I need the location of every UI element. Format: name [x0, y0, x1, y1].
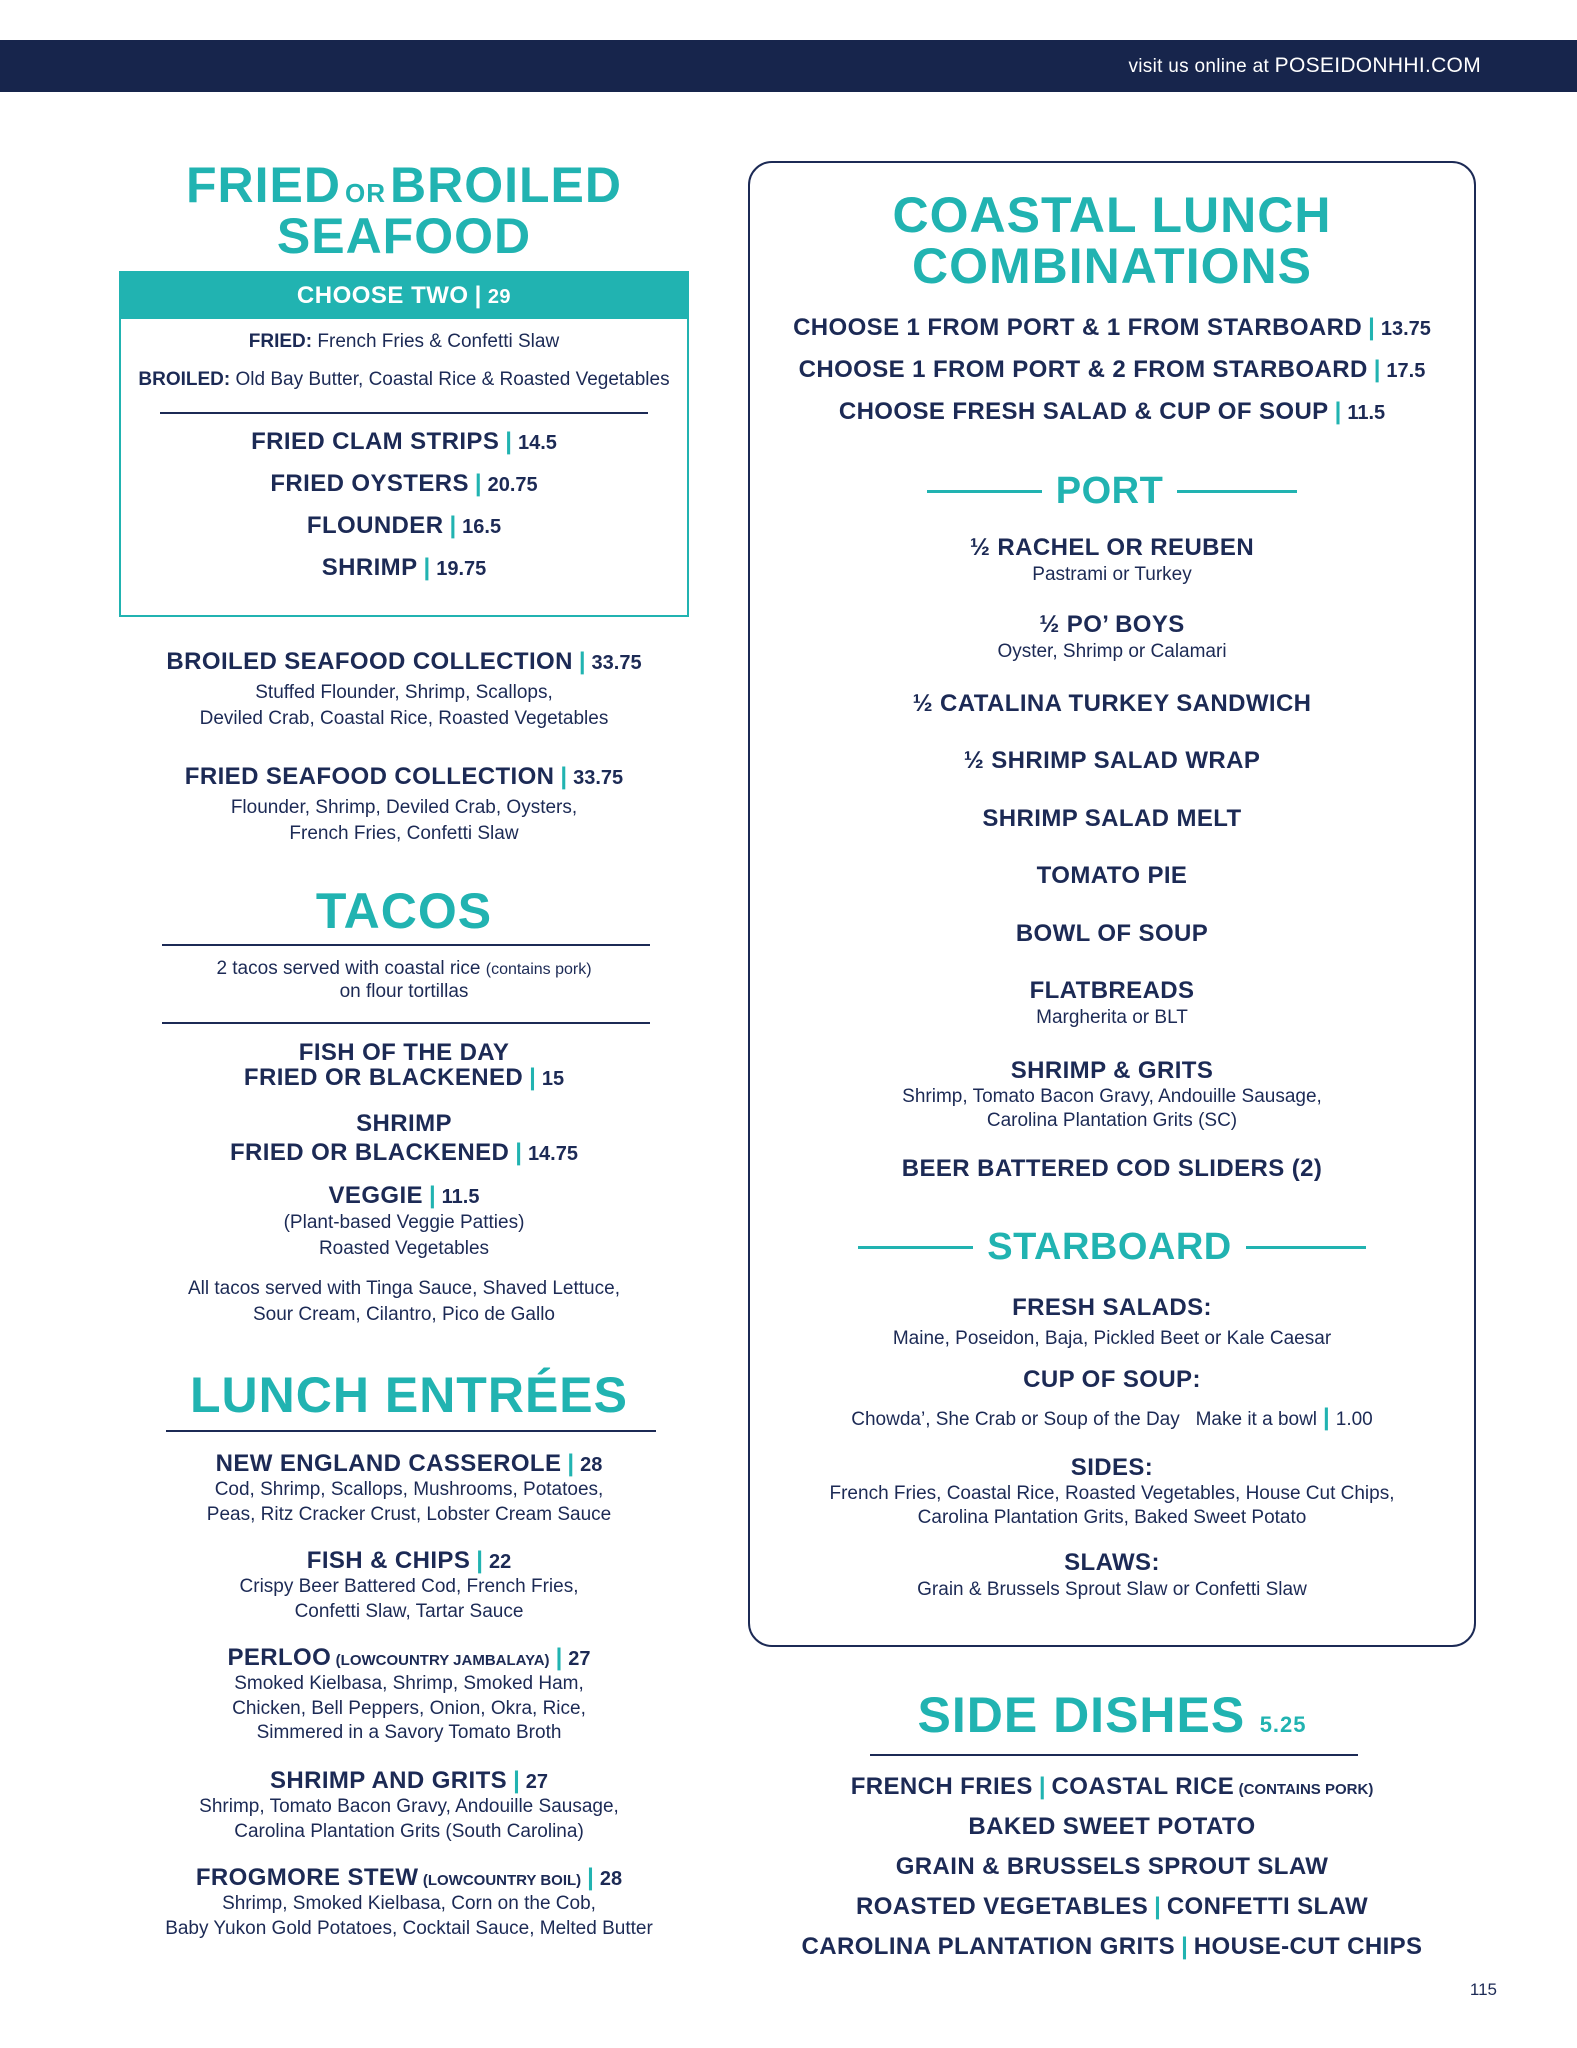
broiled-collection: BROILED SEAFOOD COLLECTION | 33.75 Stuffed Flounder, Shrimp, Scallops, Deviled Crab, Coastal Rice, Roasted Vegetables: [166, 648, 642, 729]
side-row: FRENCH FRIES | COASTAL RICE (CONTAINS PORK): [850, 1773, 1374, 1800]
port-item: TOMATO PIE: [1036, 862, 1188, 889]
title-fried: FRIED: [186, 157, 341, 213]
page-number: 115: [1469, 1980, 1497, 1999]
title-broiled: BROILED: [390, 157, 622, 213]
entree-item: PERLOO (LOWCOUNTRY JAMBALAYA) | 27 Smoked Kielbasa, Shrimp, Smoked Ham, Chicken, Bell Peppers, Onion, Okra, Rice, Simmered in a Savory Tomato Broth: [227, 1644, 591, 1744]
entree-item: FISH & CHIPS | 22 Crispy Beer Battered Cod, French Fries, Confetti Slaw, Tartar Sauce: [239, 1547, 579, 1622]
taco-shrimp: SHRIMP FRIED OR BLACKENED | 14.75: [230, 1110, 578, 1166]
combo-option: CHOOSE FRESH SALAD & CUP OF SOUP | 11.5: [838, 398, 1386, 425]
fried-label: FRIED:: [248, 331, 313, 352]
menu-item: FRIED OYSTERS | 20.75: [270, 470, 538, 498]
tacos-footer: All tacos served with Tinga Sauce, Shaved Lettuce, Sour Cream, Cilantro, Pico de Gallo: [188, 1278, 620, 1325]
port-item: BOWL OF SOUP: [1015, 920, 1209, 947]
coastal-title: COASTAL LUNCH COMBINATIONS: [892, 187, 1332, 294]
fried-broiled-title: [119, 157, 689, 264]
combo-options: [748, 314, 1476, 440]
side-dishes-list: [748, 1768, 1476, 1968]
port-item: ½ RACHEL OR REUBEN Pastrami or Turkey: [969, 534, 1255, 585]
starboard-soup: CUP OF SOUP: Chowda’, She Crab or Soup of the Day Make it a bowl | 1.00: [851, 1366, 1373, 1431]
combo-option: CHOOSE 1 FROM PORT & 2 FROM STARBOARD | 17.5: [798, 356, 1426, 383]
port-item: SHRIMP & GRITS Shrimp, Tomato Bacon Gravy, Andouille Sausage, Carolina Plantation Grits (SC): [902, 1057, 1322, 1131]
side-dishes-rule: [870, 1754, 1358, 1756]
tacos-rule-bottom: [162, 1022, 650, 1024]
tacos-title: TACOS: [315, 883, 493, 939]
port-item: FLATBREADS Margherita or BLT: [1029, 977, 1195, 1028]
menu-item: SHRIMP | 19.75: [321, 554, 487, 582]
starboard-heading: STARBOARD: [748, 1226, 1476, 1269]
port-item: ½ SHRIMP SALAD WRAP: [963, 747, 1261, 774]
combo-option: CHOOSE 1 FROM PORT & 1 FROM STARBOARD | 13.75: [793, 314, 1431, 341]
port-item: SHRIMP SALAD MELT: [982, 805, 1242, 832]
tacos-rule-top: [162, 944, 650, 946]
broiled-label: BROILED:: [138, 368, 231, 390]
port-item: ½ PO’ BOYS Oyster, Shrimp or Calamari: [997, 611, 1227, 662]
side-row: ROASTED VEGETABLES | CONFETTI SLAW: [855, 1893, 1369, 1920]
entree-item: SHRIMP AND GRITS | 27 Shrimp, Tomato Bacon Gravy, Andouille Sausage, Carolina Plantation Grits (South Carolina): [199, 1767, 619, 1842]
menu-item: FLOUNDER | 16.5: [306, 512, 502, 540]
divider-line: [160, 412, 648, 414]
entrees-rule: [166, 1430, 656, 1432]
port-item: ½ CATALINA TURKEY SANDWICH: [912, 690, 1312, 717]
entrees-title: LUNCH ENTRÉES: [189, 1367, 629, 1423]
taco-veggie: VEGGIE | 11.5 (Plant-based Veggie Patties) Roasted Vegetables: [283, 1182, 525, 1259]
fried-collection: FRIED SEAFOOD COLLECTION | 33.75 Flounder, Shrimp, Deviled Crab, Oysters, French Fries, Confetti Slaw: [184, 763, 624, 844]
taco-fish: FISH OF THE DAY FRIED OR BLACKENED | 15: [243, 1039, 565, 1092]
menu-item: FRIED CLAM STRIPS | 14.5: [251, 428, 557, 456]
side-dishes-title: SIDE DISHES 5.25: [917, 1687, 1307, 1743]
title-or: OR: [345, 178, 386, 208]
entree-item: NEW ENGLAND CASSEROLE | 28 Cod, Shrimp, Scallops, Mushrooms, Potatoes, Peas, Ritz Cracker Crust, Lobster Cream Sauce: [206, 1450, 612, 1525]
entree-item: FROGMORE STEW (LOWCOUNTRY BOIL) | 28 Shrimp, Smoked Kielbasa, Corn on the Cob, Baby Yukon Gold Potatoes, Cocktail Sauce, Melted Butter: [165, 1864, 653, 1939]
port-item: BEER BATTERED COD SLIDERS (2): [901, 1155, 1323, 1182]
starboard-salads: FRESH SALADS: Maine, Poseidon, Baja, Pickled Beet or Kale Caesar: [892, 1294, 1332, 1349]
choose-two-label: CHOOSE TWO: [296, 282, 469, 309]
choose-two-box: [119, 271, 689, 617]
broiled-option: [121, 367, 687, 393]
visit-prefix: visit us online at: [1128, 56, 1270, 77]
port-heading: PORT: [748, 470, 1476, 513]
site-url[interactable]: POSEIDONHHI.COM: [1274, 54, 1481, 77]
fried-option: [121, 329, 687, 355]
side-row: BAKED SWEET POTATO: [968, 1813, 1256, 1840]
title-seafood: SEAFOOD: [276, 208, 532, 264]
side-row: GRAIN & BRUSSELS SPROUT SLAW: [895, 1853, 1329, 1880]
tacos-intro: 2 tacos served with coastal rice (contains pork) on flour tortillas: [216, 958, 592, 1002]
choose-two-price: 29: [487, 286, 512, 308]
broiled-desc: Old Bay Butter, Coastal Rice & Roasted Vegetables: [235, 368, 670, 390]
choose-two-header: [121, 273, 687, 319]
side-row: CAROLINA PLANTATION GRITS | HOUSE-CUT CHIPS: [801, 1933, 1423, 1960]
fried-desc: French Fries & Confetti Slaw: [317, 331, 560, 352]
top-header-bar: [0, 40, 1577, 92]
starboard-slaws: SLAWS: Grain & Brussels Sprout Slaw or Confetti Slaw: [917, 1549, 1307, 1600]
website-link[interactable]: [1128, 54, 1481, 78]
starboard-sides: SIDES: French Fries, Coastal Rice, Roasted Vegetables, House Cut Chips, Carolina Plantation Grits, Baked Sweet Potato: [829, 1454, 1395, 1528]
divider-bar: |: [474, 282, 482, 309]
